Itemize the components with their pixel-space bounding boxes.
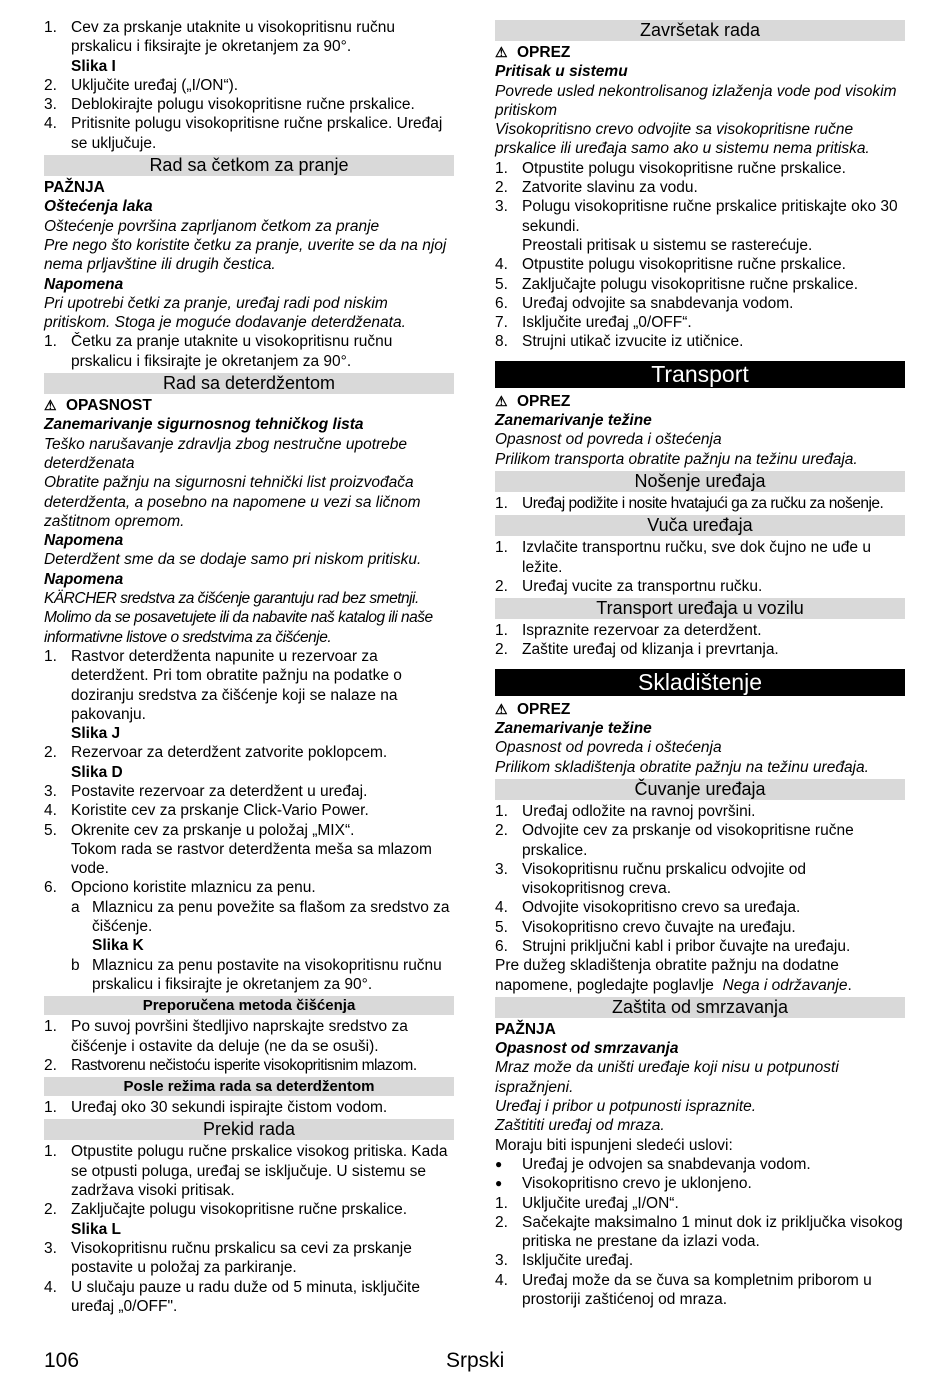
- list-item: [495, 1194, 905, 1213]
- warning-label: OPASNOST: [66, 397, 152, 415]
- step-number: 2.: [44, 1056, 57, 1074]
- step-number: 5.: [495, 918, 508, 936]
- list-item: [495, 332, 905, 351]
- list-item: [495, 1271, 905, 1310]
- step-number: 4.: [44, 1278, 57, 1296]
- step-number: 2.: [44, 744, 57, 762]
- warning-row: [495, 700, 905, 719]
- hazard-cause: Opasnost od povreda i oštećenja: [495, 431, 722, 449]
- list-item: [44, 743, 454, 782]
- hazard-title: Zanemarivanje sigurnosnog tehničkog lista: [44, 416, 364, 434]
- bullet-text: Uređaj je odvojen sa snabdevanja vodom.: [522, 1155, 811, 1173]
- page-number: 106: [44, 1349, 80, 1372]
- hazard-cause: Oštećenje površina zaprljanom četkom za pranje: [44, 217, 380, 235]
- step-text: Zatvorite slavinu za vodu.: [522, 179, 698, 197]
- step-number: 2.: [495, 577, 508, 595]
- step-text: Četku za pranje utaknite u visokopritisnu ručnu prskalicu i fiksirajte je okretanjem za 90°.: [71, 333, 393, 370]
- step-text: Rezervoar za deterdžent zatvorite poklopcem. Slika D: [71, 744, 388, 781]
- step-text: Po suvoj površini štedljivo naprskajte sredstvo za čišćenje i ostavite da deluje (ne da se osuši).: [71, 1018, 408, 1055]
- section-heading-finish: Završetak rada: [495, 20, 905, 41]
- step-number: 5.: [495, 275, 508, 293]
- list-item: [495, 313, 905, 332]
- section-heading-vehicle: Transport uređaja u vozilu: [495, 598, 905, 619]
- step-number: 6.: [44, 879, 57, 897]
- step-number: 5.: [44, 821, 57, 839]
- hazard-cause: Teško narušavanje zdravlja zbog nestručne upotrebe deterdženata: [44, 435, 408, 472]
- list-item: [44, 18, 454, 76]
- step-text: Uređaj može da se čuva sa kompletnim priborom u prostoriji zaštićenoj od mraza.: [522, 1271, 872, 1309]
- step-text: Visokopritisnu ručnu prskalicu odvojite od visokopritisnog creva.: [522, 860, 807, 898]
- step-text: Opciono koristite mlaznicu za penu.: [71, 879, 316, 897]
- step-number: 1.: [495, 494, 508, 512]
- list-item: [44, 76, 454, 95]
- step-text: Odvojite cev za prskanje od visokopritisne ručne prskalice.: [522, 822, 854, 859]
- chapter-heading-transport: Transport: [495, 361, 905, 388]
- list-item: [495, 1213, 905, 1252]
- list-item: [495, 821, 905, 860]
- bullet-dot-icon: ●: [495, 1176, 503, 1191]
- step-text: Polugu visokopritisne ručne prskalice pritiskajte oko 30 sekundi. Preostali pritisak u sistemu se rasterećuje.: [522, 198, 898, 254]
- note-text: KÄRCHER sredstva za čišćenje garantuju rad bez smetnji. Molimo da se posavetujete ili da nabavite naš katalog ili naše informativne listove o sredstvima za čišćenje.: [44, 590, 433, 646]
- step-text: Uređaj odvojite sa snabdevanja vodom.: [522, 294, 794, 312]
- step-text: Visokopritisno crevo čuvajte na uređaju.: [522, 918, 796, 936]
- bullet-dot-icon: ●: [495, 1156, 503, 1171]
- hazard-action: Pre nego što koristite četku za pranje, uverite se da na njoj nema prljavštine ili drugih čestica.: [44, 236, 447, 274]
- note-label: Napomena: [44, 275, 124, 293]
- step-text: Pritisnite polugu visokopritisne ručne prskalice. Uređaj se uključuje.: [71, 115, 443, 152]
- warning-label: OPREZ: [517, 44, 571, 61]
- step-text: Cev za prskanje utaknite u visokopritisnu ručnu prskalicu i fiksirajte je okretanjem za 90°. Slika I: [71, 19, 395, 75]
- step-number: 4.: [495, 256, 508, 274]
- note-label: Napomena: [44, 532, 124, 550]
- hazard-cause: Mraz može da uništi uređaje koji nisu u potpunosti ispražnjeni.: [495, 1059, 839, 1096]
- step-text: Izvlačite transportnu ručku, sve dok čujno ne uđe u ležite.: [522, 539, 871, 576]
- step-number: 3.: [495, 1252, 508, 1270]
- step-text: Sačekajte maksimalno 1 minut dok iz priključka visokog pritiska ne prestane da izlazi voda.: [522, 1213, 903, 1251]
- figure-ref: Slika K: [92, 937, 144, 955]
- step-text: Koristite cev za prskanje Click-Vario Power.: [71, 802, 369, 820]
- step-text: Zaključajte polugu visokopritisne ručne prskalice. Slika L: [71, 1201, 407, 1238]
- step-text: Otpustite polugu visokopritisne ručne prskalice.: [522, 159, 846, 177]
- bullet-item: [495, 1174, 905, 1193]
- step-number: 2.: [495, 1213, 508, 1231]
- step-text: Otpustite polugu visokopritisne ručne prskalice.: [522, 256, 846, 274]
- step-number: 1.: [495, 539, 508, 557]
- warning-row: [495, 392, 905, 411]
- note-label: Napomena: [44, 570, 124, 588]
- step-number: 1.: [495, 802, 508, 820]
- note-text: Deterdžent sme da se dodaje samo pri niskom pritisku.: [44, 551, 422, 569]
- step-text: Uključite uređaj („I/ON“).: [71, 76, 239, 94]
- list-item: [44, 647, 454, 743]
- sub-step-text: Mlaznicu za penu povežite sa flašom za sredstvo za čišćenje. Slika K: [92, 898, 450, 955]
- section-heading-detergent: Rad sa deterdžentom: [44, 373, 454, 394]
- step-text: Zaključajte polugu visokopritisne ručne prskalice.: [522, 275, 858, 293]
- step-text: Isključite uređaj.: [522, 1252, 634, 1270]
- step-text: Strujni utikač izvucite iz utičnice.: [522, 333, 744, 351]
- step-number: 3.: [495, 198, 508, 216]
- list-item: [495, 178, 905, 197]
- step-text: Deblokirajte polugu visokopritisne ručne prskalice.: [71, 96, 415, 114]
- list-item: [44, 95, 454, 114]
- step-text: Zaštite uređaj od klizanja i prevrtanja.: [522, 641, 779, 659]
- step-number: 3.: [495, 860, 508, 878]
- step-number: 2.: [495, 179, 508, 197]
- sub-step-letter: a: [71, 898, 80, 916]
- step-text: Strujni priključni kabl i pribor čuvajte na uređaju.: [522, 937, 851, 955]
- step-text: Uređaj oko 30 sekundi ispirajte čistom vodom.: [71, 1099, 388, 1117]
- hazard-cause: Povrede usled nekontrolisanog izlaženja vode pod visokim pritiskom: [495, 82, 897, 119]
- section-heading-pull: Vuča uređaja: [495, 515, 905, 536]
- list-item: [44, 1239, 454, 1278]
- step-text: Visokopritisnu ručnu prskalicu sa cevi za prskanje postavite u položaj za parkiranje.: [71, 1239, 412, 1277]
- step-number: 2.: [44, 1201, 57, 1219]
- footer-language: Srpski: [446, 1349, 505, 1372]
- step-text: Uključite uređaj „I/ON“.: [522, 1194, 679, 1212]
- sub-list-item: [44, 956, 454, 995]
- list-item: [44, 114, 454, 153]
- list-item: [44, 1098, 454, 1117]
- step-text: Uređaj podižite i nosite hvatajući ga za ručku za nošenje.: [522, 494, 884, 512]
- step-number: 7.: [495, 314, 508, 332]
- step-number: 2.: [495, 822, 508, 840]
- step-number: 6.: [495, 937, 508, 955]
- step-text: Rastvorenu nečistoću isperite visokopritisnim mlazom.: [71, 1056, 417, 1074]
- warning-triangle-icon: ⚠: [495, 700, 508, 717]
- section-heading-carry: Nošenje uređaja: [495, 471, 905, 492]
- step-text: Otpustite polugu ručne prskalice visokog pritiska. Kada se otpusti poluga, uređaj se isključuje. U sistemu se zadržava visoki pritisak.: [71, 1143, 448, 1200]
- sub-list-item: [44, 898, 454, 956]
- step-number: 1.: [44, 1143, 57, 1161]
- hazard-action: Obratite pažnju na sigurnosni tehnički list proizvođača deterdženta, a posebno na napomene u vezi sa ličnom zaštitnom opremom.: [44, 474, 421, 530]
- hazard-title: Zanemarivanje težine: [495, 412, 652, 430]
- section-heading-frost: Zaštita od smrzavanja: [495, 997, 905, 1018]
- right-column: [495, 18, 905, 1309]
- warning-row: [44, 396, 454, 415]
- step-number: 3.: [44, 1239, 57, 1257]
- list-item: [495, 640, 905, 659]
- step-text: U slučaju pauze u radu duže od 5 minuta, isključite uređaj „0/OFF".: [71, 1278, 420, 1315]
- storage-note: Pre dužeg skladištenja obratite pažnju na dodatne napomene, pogledajte poglavlje Nega i održavanje.: [495, 957, 852, 994]
- step-number: 2.: [44, 76, 57, 94]
- step-number: 6.: [495, 294, 508, 312]
- list-item: [495, 918, 905, 937]
- step-number: 3.: [44, 782, 57, 800]
- step-number: 8.: [495, 333, 508, 351]
- step-number: 4.: [44, 115, 57, 133]
- step-text: Uređaj odložite na ravnoj površini.: [522, 802, 756, 820]
- warning-label: OPREZ: [517, 700, 571, 718]
- list-item: [495, 494, 905, 513]
- warning-triangle-icon: ⚠: [44, 397, 57, 414]
- sub-step-text: Mlaznicu za penu postavite na visokopritisnu ručnu prskalicu i fiksirajte je okretanjem za 90°.: [92, 956, 442, 993]
- section-heading-brush: Rad sa četkom za pranje: [44, 155, 454, 176]
- note-text: Pri upotrebi četki za pranje, uređaj radi pod niskim pritiskom. Stoga je moguće dodavanje deterdženata.: [44, 294, 406, 332]
- list-item: [495, 577, 905, 596]
- list-item: [44, 782, 454, 801]
- step-number: 1.: [495, 159, 508, 177]
- list-item: [495, 621, 905, 640]
- step-number: 4.: [495, 1271, 508, 1289]
- step-number: 1.: [495, 1194, 508, 1212]
- warning-row: [495, 43, 905, 62]
- hazard-action: Prilikom skladištenja obratite pažnju na težinu uređaja.: [495, 758, 869, 776]
- list-item: [495, 294, 905, 313]
- figure-ref: Slika I: [71, 57, 116, 75]
- figure-ref: Slika D: [71, 763, 123, 781]
- conditions-intro: Moraju biti ispunjeni sledeći uslovi:: [495, 1136, 733, 1154]
- step-text: Uređaj vucite za transportnu ručku.: [522, 577, 763, 595]
- list-item: [495, 802, 905, 821]
- list-item: [44, 801, 454, 820]
- step-text: Ispraznite rezervoar za deterdžent.: [522, 622, 762, 640]
- hazard-action: Visokopritisno crevo odvojite sa visokopritisne ručne prskalice ili uređaja samo ako u sistemu nema pritiska.: [495, 121, 870, 158]
- list-item: [44, 1278, 454, 1317]
- step-number: 1.: [495, 622, 508, 640]
- step-text: Okrenite cev za prskanje u položaj „MIX“. Tokom rada se rastvor deterdženta meša sa mlazom vode.: [71, 821, 432, 878]
- warning-label: PAŽNJA: [495, 1020, 556, 1038]
- step-number: 1.: [44, 1099, 57, 1117]
- section-heading-pause: Prekid rada: [44, 1119, 454, 1140]
- sub-step-letter: b: [71, 956, 80, 974]
- list-item: [495, 937, 905, 956]
- warning-triangle-icon: ⚠: [495, 44, 508, 60]
- subsection-heading-method: Preporučena metoda čišćenja: [44, 996, 454, 1015]
- hazard-cause: Opasnost od povreda i oštećenja: [495, 739, 722, 757]
- left-column: [44, 18, 454, 1316]
- chapter-reference: Nega i održavanje: [722, 976, 848, 994]
- list-item: [44, 1017, 454, 1056]
- step-number: 1.: [44, 19, 57, 36]
- list-item: [495, 898, 905, 917]
- list-item: [495, 255, 905, 274]
- hazard-action: Uređaj i pribor u potpunosti ispraznite.: [495, 1098, 757, 1116]
- hazard-title: Opasnost od smrzavanja: [495, 1040, 679, 1058]
- list-item: [44, 1200, 454, 1239]
- figure-ref: Slika L: [71, 1220, 121, 1238]
- list-item: [44, 821, 454, 879]
- bullet-text: Visokopritisno crevo je uklonjeno.: [522, 1175, 752, 1193]
- step-text: Isključite uređaj „0/OFF“.: [522, 314, 692, 332]
- step-text: Postavite rezervoar za deterdžent u uređaj.: [71, 782, 368, 800]
- step-text: Rastvor deterdženta napunite u rezervoar za deterdžent. Pri tom obratite pažnju na podatke o doziranju sredstva za čišćenje koji se nalaze na pakovanju. Slika J: [71, 647, 402, 743]
- list-item: [495, 538, 905, 577]
- step-number: 1.: [44, 333, 57, 351]
- list-item: [495, 197, 905, 255]
- step-number: 4.: [495, 899, 508, 917]
- step-number: 1.: [44, 647, 57, 665]
- chapter-heading-storage: Skladištenje: [495, 669, 905, 696]
- hazard-action: Zaštititi uređaj od mraza.: [495, 1117, 665, 1135]
- step-number: 4.: [44, 802, 57, 820]
- step-text: Odvojite visokopritisno crevo sa uređaja.: [522, 899, 801, 917]
- list-item: [495, 159, 905, 178]
- warning-triangle-icon: ⚠: [495, 392, 508, 409]
- hazard-title: Oštećenja laka: [44, 198, 153, 216]
- step-number: 3.: [44, 96, 57, 114]
- hazard-title: Pritisak u sistemu: [495, 63, 628, 81]
- step-number: 2.: [495, 641, 508, 659]
- list-item: [495, 1251, 905, 1270]
- hazard-title: Zanemarivanje težine: [495, 720, 652, 738]
- step-number: 1.: [44, 1018, 57, 1036]
- hazard-action: Prilikom transporta obratite pažnju na težinu uređaja.: [495, 450, 858, 468]
- list-item: [495, 860, 905, 899]
- figure-ref: Slika J: [71, 725, 121, 743]
- list-item: [44, 878, 454, 897]
- list-item: [44, 332, 454, 371]
- warning-label: OPREZ: [517, 392, 571, 410]
- warning-label: PAŽNJA: [44, 179, 105, 197]
- subsection-heading-after: Posle režima rada sa deterdžentom: [44, 1077, 454, 1096]
- section-heading-keeping: Čuvanje uređaja: [495, 779, 905, 800]
- list-item: [44, 1142, 454, 1200]
- list-item: [495, 275, 905, 294]
- bullet-item: [495, 1155, 905, 1174]
- list-item: [44, 1056, 454, 1075]
- intro-steps: [44, 18, 454, 153]
